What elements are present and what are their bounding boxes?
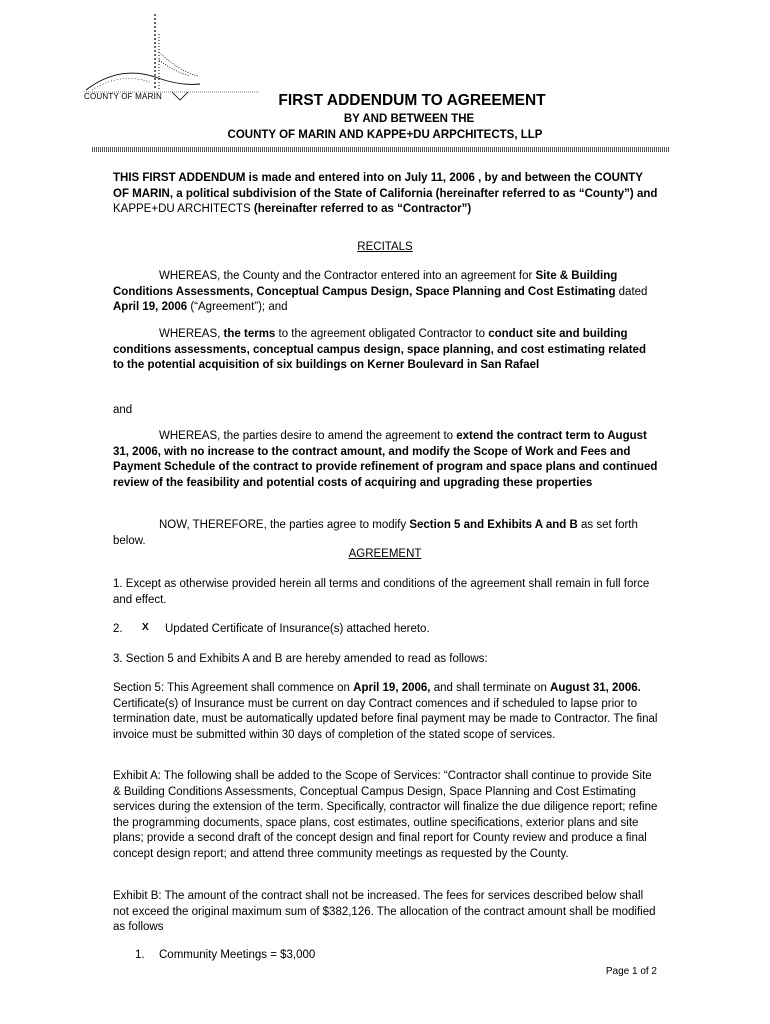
agreement-item-3: 3. Section 5 and Exhibits A and B are hereby amended to read as follows: <box>113 653 488 665</box>
exhibit-b: Exhibit B: The amount of the contract shall not be increased. The fees for services described below shall not exceed the original maximum sum of $382,126. The allocation of the contract amount shall be modified as follows <box>113 890 656 933</box>
header-divider <box>92 147 670 152</box>
page-number: Page 1 of 2 <box>605 966 657 977</box>
agreement-item-2: 2. X Updated Certificate of Insurance(s) attached hereto. <box>113 622 430 635</box>
recital-and: and <box>113 404 133 416</box>
document-subtitle-1: BY AND BETWEEN THE <box>343 113 475 125</box>
recital-4: NOW, THEREFORE, the parties agree to modify Section 5 and Exhibits A and B as set forth below. <box>113 519 638 547</box>
document-subtitle-2: COUNTY OF MARIN AND KAPPE+DU ARPCHITECTS, LLP <box>227 129 543 141</box>
exhibit-a: Exhibit A: The following shall be added to the Scope of Services: “Contractor shall continue to provide Site & Building Conditions Assessments, Conceptual Campus Design, Space Planning and Cost Estimating services during the extension of the term. Specifically, contractor will finalize the due diligence report; refine the programming documents, space plans, cost estimates, outline specifications, exterior plans and site plans; provide a second draft of the concept design and final report for County review and produce a final concept design report; and attend three community meetings as requested by the County. <box>113 770 658 860</box>
agreement-heading: AGREEMENT <box>348 548 422 560</box>
document-title: FIRST ADDENDUM TO AGREEMENT <box>278 92 546 109</box>
intro-paragraph: THIS FIRST ADDENDUM is made and entered into on July 11, 2006 , by and between the COUNTY OF MARIN, a political subdivision of the State of California (hereinafter referred to as “County”) and KAPPE+DU ARCHITECTS (hereinafter referred to as “Contractor”) <box>113 172 658 215</box>
recitals-heading: RECITALS <box>357 241 413 253</box>
agreement-item-1: 1. Except as otherwise provided herein all terms and conditions of the agreement shall remain in full force and effect. <box>113 578 650 606</box>
logo-text: COUNTY OF MARIN <box>84 92 162 101</box>
recital-3: WHEREAS, the parties desire to amend the agreement to extend the contract term to August 31, 2006, with no increase to the contract amount, and modify the Scope of Work and Fees and Payment Schedule of the contract to provide refinement of program and space plans and continued review of the feasibility and potential costs of acquiring and upgrading these properties <box>113 430 658 489</box>
recital-2: WHEREAS, the terms to the agreement obligated Contractor to conduct site and building conditions assessments, conceptual campus design, space planning, and cost estimating related to the potential acquisition of six buildings on Kerner Boulevard in San Rafael <box>113 328 646 371</box>
recital-1: WHEREAS, the County and the Contractor entered into an agreement for Site & Building Conditions Assessments, Conceptual Campus Design, Space Planning and Cost Estimating dated April 19, 2006 (“Agreement”); and <box>113 270 648 313</box>
checkbox-mark: X <box>142 622 149 633</box>
section-5: Section 5: This Agreement shall commence on April 19, 2006, and shall terminate on August 31, 2006. Certificate(s) of Insurance must be current on day Contract comences and if scheduled to lapse prior to termination date, must be automatically updated before final payment may be made to Contractor. The final invoice must be submitted within 30 days of completion of the stated scope of services. <box>113 682 658 741</box>
